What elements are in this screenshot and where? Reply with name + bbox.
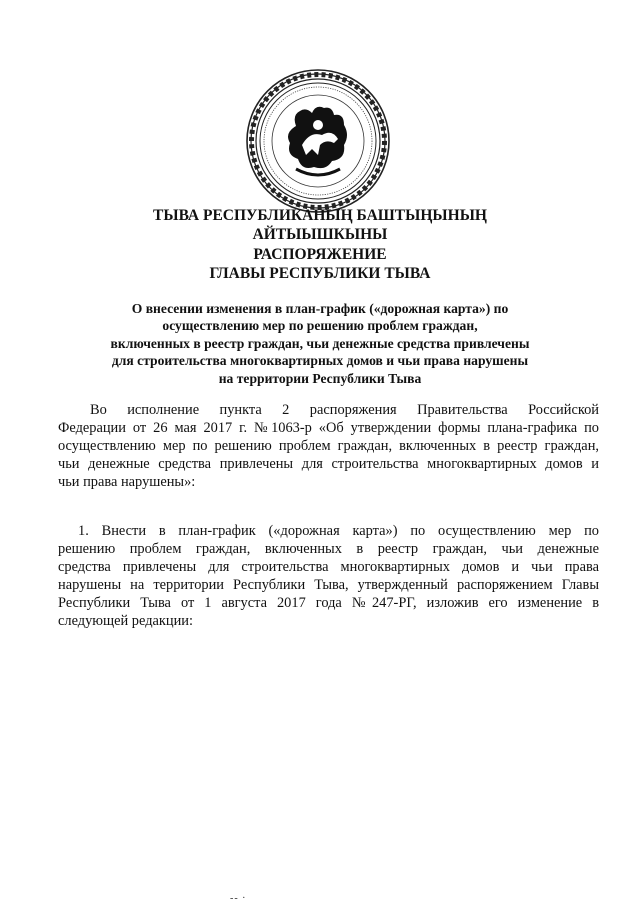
subject-line: для строительства многоквартирных домов и чьи права нарушены bbox=[111, 353, 529, 369]
paragraph-line: нарушены на территории Республики Тыва, утвержденный распоряжением Главы bbox=[58, 577, 599, 593]
paragraph-line: решению проблем граждан, включенных в реестр граждан, чьи денежные bbox=[58, 541, 599, 557]
order-title bbox=[100, 245, 540, 283]
order-title-line: РАСПОРЯЖЕНИЕ bbox=[253, 246, 387, 263]
paragraph-line: следующей редакции: bbox=[58, 613, 193, 629]
paragraph-line: 1. Внести в план-график («дорожная карта») по осуществлению мер по bbox=[78, 523, 599, 539]
tyva-title-line: ТЫВА РЕСПУБЛИКАНЫҢ БАШТЫҢЫНЫҢ bbox=[153, 207, 487, 224]
tyva-title bbox=[100, 206, 540, 244]
tyva-title-line: АЙТЫЫШКЫНЫ bbox=[252, 226, 388, 243]
paragraph-line: Федерации от 26 мая 2017 г. №1063-р «Об утверждении формы плана-графика по bbox=[58, 420, 599, 436]
subject-line: О внесении изменения в план-график («дорожная карта») по bbox=[131, 301, 509, 316]
paragraph-line: осуществлению мер по решению проблем граждан, включенных в реестр граждан, bbox=[58, 438, 599, 454]
paragraph-line: чьи денежные средства привлечены для строительства многоквартирных домов и bbox=[58, 456, 599, 472]
emblem-seal bbox=[246, 69, 390, 213]
subject-line: осуществлению мер по решению проблем граждан, bbox=[162, 318, 478, 334]
intro-paragraph bbox=[58, 401, 599, 491]
item-1-paragraph bbox=[58, 522, 599, 630]
paragraph-line: Республики Тыва от 1 августа 2017 года №247-РГ, изложив его изменение в bbox=[58, 595, 599, 611]
footer-mark: -- · bbox=[230, 893, 247, 904]
paragraph-line: Во исполнение пункта 2 распоряжения Правительства Российской bbox=[90, 402, 599, 418]
subject-line: включенных в реестр граждан, чьи денежные средства привлечены bbox=[110, 335, 530, 351]
paragraph-line: средства привлечены для строительства многоквартирных домов и чьи права bbox=[58, 559, 599, 575]
subject-line: на территории Республики Тыва bbox=[218, 370, 422, 386]
document-subject bbox=[70, 300, 570, 387]
order-title-line: ГЛАВЫ РЕСПУБЛИКИ ТЫВА bbox=[209, 265, 431, 282]
paragraph-line: чьи права нарушены»: bbox=[58, 474, 196, 490]
